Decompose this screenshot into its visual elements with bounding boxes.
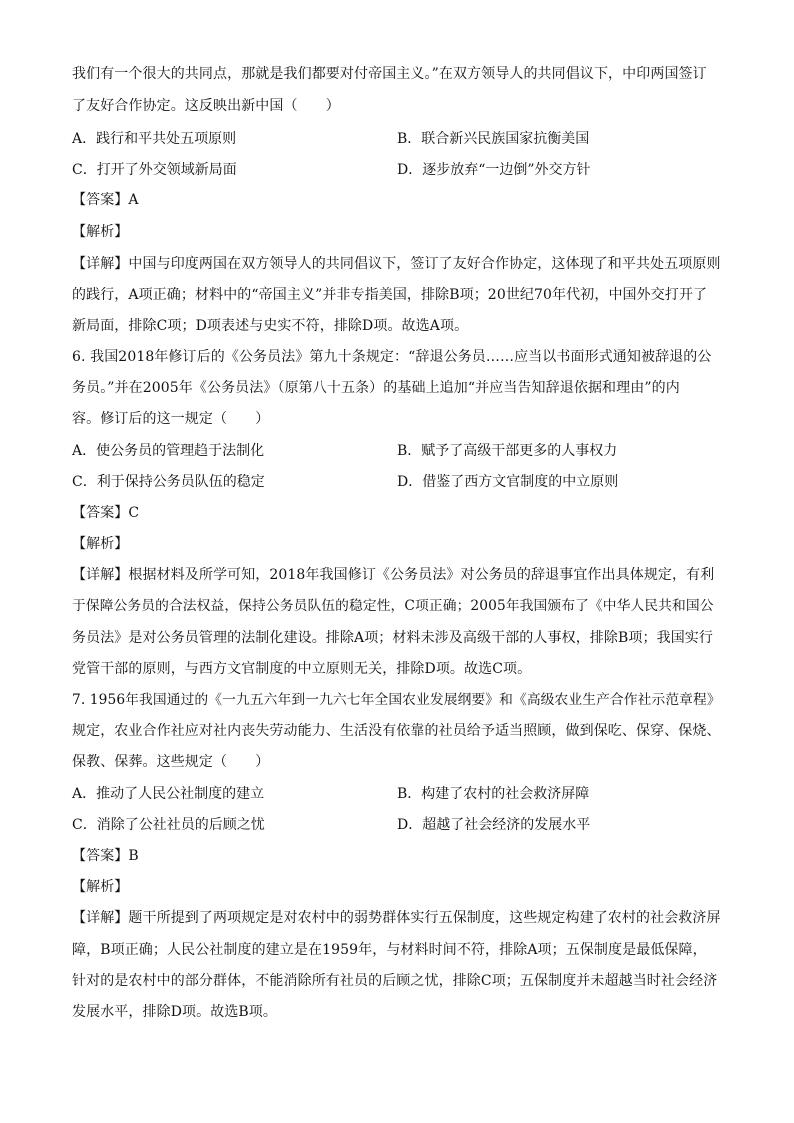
- q6-detail-line-1: 【详解】根据材料及所学可知，2018年我国修订《公务员法》对公务员的辞退事宜作出具体规定，有利: [72, 567, 715, 583]
- q7-analysis-heading: 【解析】: [72, 879, 129, 895]
- q5-detail-line-1: 【详解】中国与印度两国在双方领导人的共同倡议下，签订了友好合作协定，这体现了和平共处五项原则: [72, 256, 721, 272]
- q6-option-d: D．借鉴了西方文官制度的中立原则: [397, 474, 619, 490]
- q5-stem-line-1: 我们有一个很大的共同点，那就是我们都要对付帝国主义。”在双方领导人的共同倡议下，中印两国签订: [72, 66, 707, 82]
- q5-answer: 【答案】A: [72, 192, 139, 208]
- q5-stem-line-2: 了友好合作协定。这反映出新中国（ ）: [72, 98, 340, 114]
- q6-option-b: B．赋予了高级干部更多的人事权力: [397, 443, 618, 459]
- q7-detail-line-3: 针对的是农村中的部分群体，不能消除所有社员的后顾之忧，排除C项；五保制度并未超越当时社会经济: [72, 973, 718, 989]
- q6-answer: 【答案】C: [72, 505, 140, 521]
- q5-option-c: C．打开了外交领域新局面: [72, 162, 237, 178]
- q7-stem-line-3: 保教、保葬。这些规定（ ）: [72, 754, 270, 770]
- q7-detail-line-4: 发展水平，排除D项。故选B项。: [72, 1004, 278, 1020]
- q7-answer: 【答案】B: [72, 848, 139, 864]
- q5-option-b: B．联合新兴民族国家抗衡美国: [397, 131, 590, 147]
- q5-analysis-heading: 【解析】: [72, 224, 129, 240]
- q7-stem-line-2: 规定，农业合作社应对社内丧失劳动能力、生活没有依靠的社员给予适当照顾，做到保吃、保穿、保烧、: [72, 723, 721, 739]
- q6-detail-line-3: 务员法》是对公务员管理的法制化建设。排除A项；材料未涉及高级干部的人事权，排除B项；我国实行: [72, 630, 713, 646]
- q6-stem-line-2: 务员。”并在2005年《公务员法》（原第八十五条）的基础上追加“并应当告知辞退依据和理由”的内: [72, 380, 680, 396]
- q7-option-b: B．构建了农村的社会救济屏障: [397, 786, 590, 802]
- q6-option-c: C．利于保持公务员队伍的稳定: [72, 474, 265, 490]
- q7-stem-line-1: 7. 1956年我国通过的《一九五六年到一九六七年全国农业发展纲要》和《高级农业生产合作社示范章程》: [72, 692, 721, 708]
- q7-option-c: C．消除了公社社员的后顾之忧: [72, 817, 265, 833]
- q7-option-d: D．超越了社会经济的发展水平: [397, 817, 591, 833]
- q6-stem-line-3: 容。修订后的这一规定（ ）: [72, 411, 270, 427]
- q6-option-a: A．使公务员的管理趋于法制化: [72, 443, 265, 459]
- q7-option-a: A．推动了人民公社制度的建立: [72, 786, 265, 802]
- q6-detail-line-4: 党管干部的原则，与西方文官制度的中立原则无关，排除D项。故选C项。: [72, 661, 532, 677]
- q6-stem-line-1: 6. 我国2018年修订后的《公务员法》第九十条规定：“辞退公务员……应当以书面形式通知被辞退的公: [72, 349, 712, 365]
- q6-detail-line-2: 于保障公务员的合法权益，保持公务员队伍的稳定性，C项正确；2005年我国颁布了《中华人民共和国公: [72, 598, 714, 614]
- q5-option-d: D．逐步放弃“一边倒”外交方针: [397, 162, 591, 178]
- q5-detail-line-3: 新局面，排除C项；D项表述与史实不符，排除D项。故选A项。: [72, 318, 469, 334]
- q6-analysis-heading: 【解析】: [72, 536, 129, 552]
- q5-detail-line-2: 的践行，A项正确；材料中的“帝国主义”并非专指美国，排除B项；20世纪70年代初，中国外交打开了: [72, 287, 708, 303]
- q7-detail-line-2: 障，B项正确；人民公社制度的建立是在1959年，与材料时间不符，排除A项；五保制度是最低保障，: [72, 942, 707, 958]
- q5-option-a: A．践行和平共处五项原则: [72, 131, 237, 147]
- q7-detail-line-1: 【详解】题干所提到了两项规定是对农村中的弱势群体实行五保制度，这些规定构建了农村的社会救济屏: [72, 910, 721, 926]
